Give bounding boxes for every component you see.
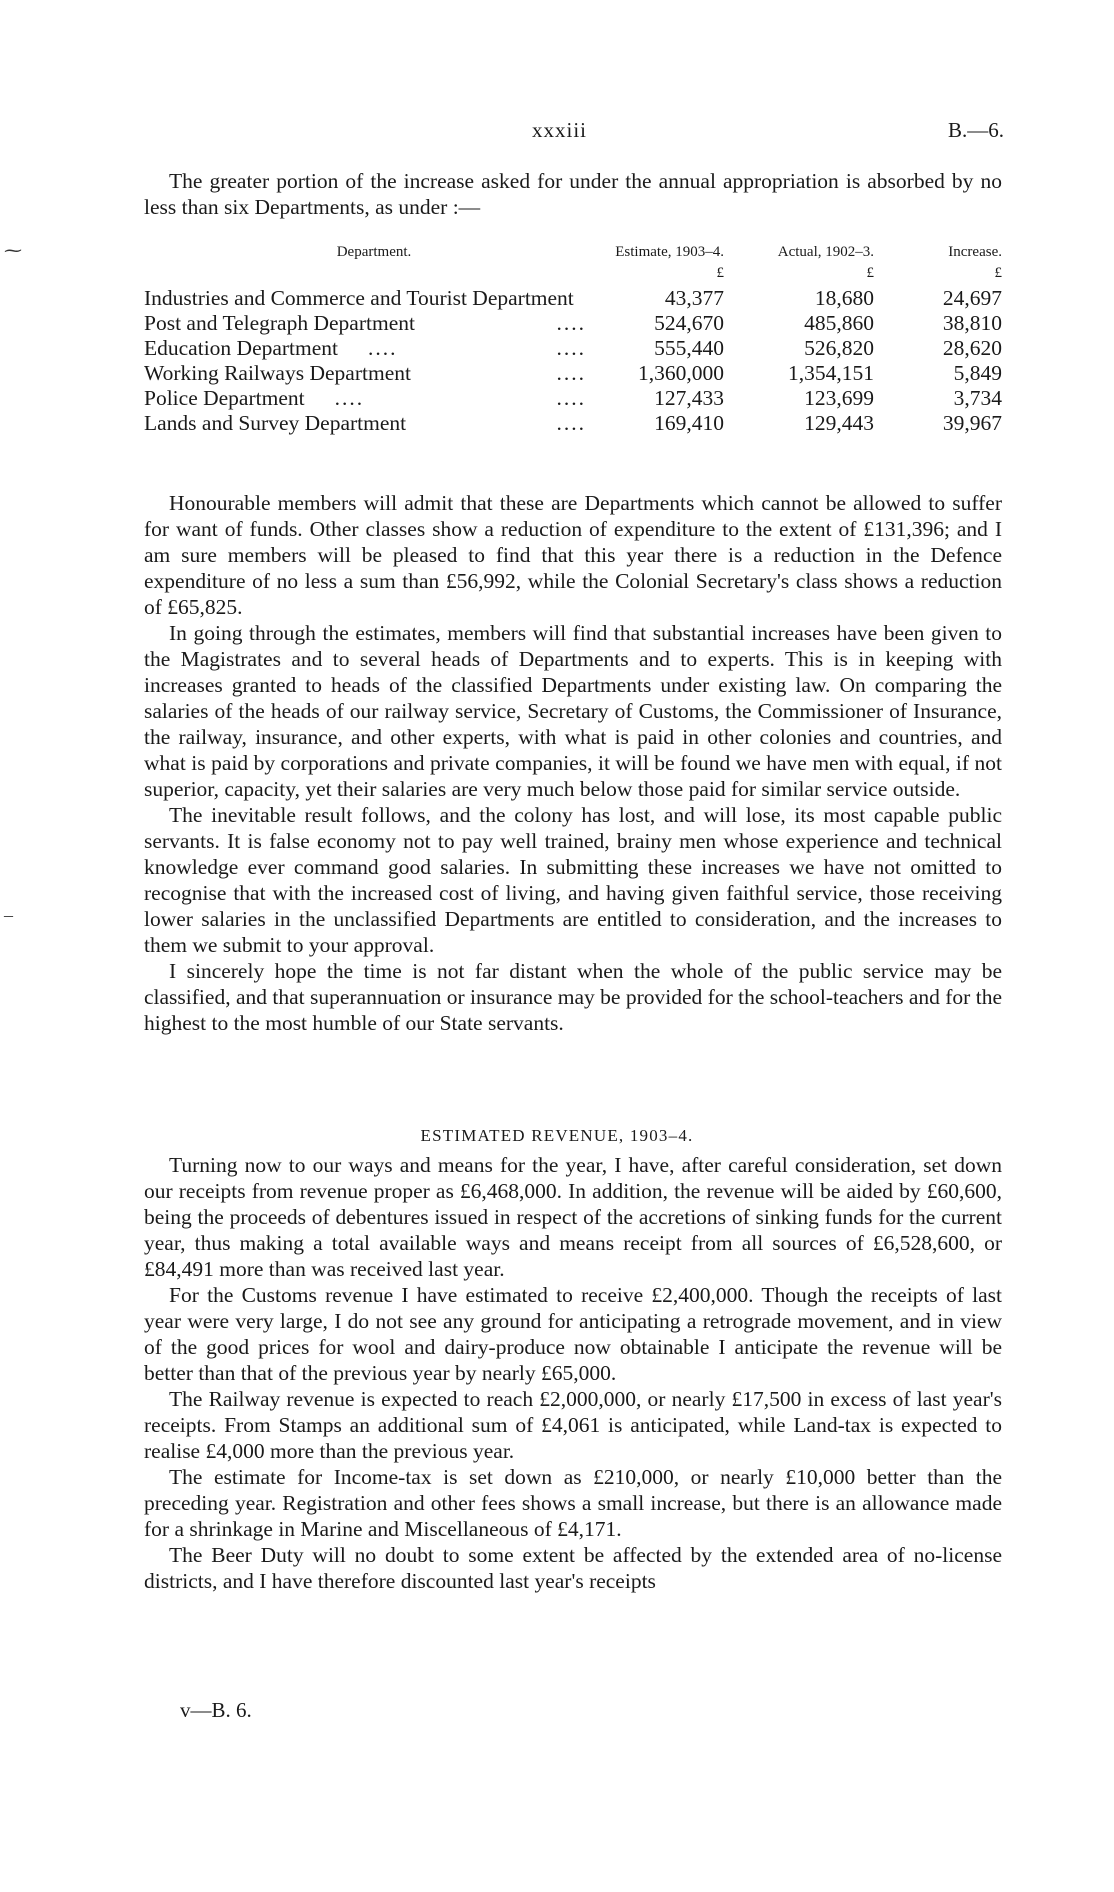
currency-label: £ (866, 265, 874, 281)
table-row (144, 336, 1002, 361)
paragraph: The inevitable result follows, and the colony has lost, and will lose, its most capable public servants. It is false economy not to pay well trained, brainy men whose experience and technical knowledge ever command good salaries. In submitting these increases we have not omitted to recognise that with the increased cost of living, and having given faithful service, those receiving lower salaries in the unclassified Departments are entitled to consideration, and the increases to them we submit to your approval. (144, 803, 1002, 957)
department-name: Working Railways Department (144, 361, 411, 385)
paragraph: In going through the estimates, members will find that substantial increases have been given to the Magistrates and to several heads of Departments and to experts. This is in keeping with increases granted to heads of the classified Departments under existing law. On comparing the salaries of the heads of our railway service, Secretary of Customs, the Commissioner of Insurance, the railway, insurance, and other experts, with what is paid in other colonies and countries, and what is paid by corporations and private companies, it will be found we have men with equal, if not superior, capacity, yet their salaries are very much below those paid for similar service outside. (144, 621, 1002, 801)
leader-dots: .... (556, 311, 586, 335)
actual-cell: 129,443 (804, 411, 874, 435)
actual-cell: 526,820 (804, 336, 874, 360)
currency-label: £ (994, 265, 1002, 281)
leader-dots: .... (556, 386, 586, 410)
margin-mark: ⁓ (4, 240, 22, 260)
department-name: Lands and Survey Department (144, 411, 407, 435)
column-header-department: Department. (336, 244, 412, 260)
increase-cell: 24,697 (942, 286, 1002, 310)
actual-cell: 18,680 (814, 286, 874, 310)
estimate-cell: 555,440 (654, 336, 724, 360)
table-row (144, 286, 1002, 311)
estimate-cell: 43,377 (664, 286, 724, 310)
section-heading: ESTIMATED REVENUE, 1903–4. (420, 1126, 694, 1145)
paragraph: I sincerely hope the time is not far distant when the whole of the public service may be classified, and that superannuation or insurance may be provided for the school-teachers and for the highest to the most humble of our State servants. (144, 959, 1002, 1035)
document-reference: B.—6. (947, 118, 1004, 142)
paragraph: The estimate for Income-tax is set down as £210,000, or nearly £10,000 better than the preceding year. Registration and other fees shows a small increase, but there is an allowance made for a shrinkage in Marine and Miscellaneous of £4,171. (144, 1465, 1002, 1541)
estimate-cell: 127,433 (654, 386, 724, 410)
leader-dots: .... (334, 386, 365, 410)
increase-cell: 28,620 (942, 336, 1002, 360)
department-name: Post and Telegraph Department (144, 311, 415, 335)
actual-cell: 485,860 (804, 311, 874, 335)
table-row (144, 361, 1002, 386)
paragraph: The greater portion of the increase asked for under the annual appropriation is absorbed by no less than six Departments, as under :— (144, 169, 1002, 219)
leader-dots: .... (556, 361, 586, 385)
increase-cell: 39,967 (942, 411, 1002, 435)
actual-cell: 123,699 (804, 386, 874, 410)
increase-cell: 38,810 (942, 311, 1002, 335)
leader-dots: .... (368, 336, 398, 360)
estimate-cell: 169,410 (654, 411, 724, 435)
page-header (0, 118, 1114, 148)
increase-cell: 5,849 (953, 361, 1002, 385)
margin-mark: – (4, 905, 13, 925)
page-number: xxxiii (532, 118, 588, 142)
paragraph: The Beer Duty will no doubt to some extent be affected by the extended area of no-license districts, and I have therefore discounted last year's receipts (144, 1543, 1002, 1593)
table-row (144, 386, 1002, 411)
table-row (144, 411, 1002, 436)
department-name: Police Department (144, 386, 305, 410)
table-row (144, 311, 1002, 336)
paragraph: The Railway revenue is expected to reach £2,000,000, or nearly £17,500 in excess of last year's receipts. From Stamps an additional sum of £4,061 is anticipated, while Land-tax is expected to realise £4,000 more than the previous year. (144, 1387, 1002, 1463)
leader-dots: .... (556, 411, 586, 435)
paragraph: For the Customs revenue I have estimated to receive £2,400,000. Though the receipts of last year were very large, I do not see any ground for anticipating a retrograde movement, and in view of the good prices for wool and dairy-produce now obtainable I anticipate the revenue will be better than that of the previous year by nearly £65,000. (144, 1283, 1002, 1385)
column-header-actual: Actual, 1902–3. (777, 244, 874, 260)
column-header-estimate: Estimate, 1903–4. (615, 244, 724, 260)
intro-paragraph (144, 168, 1002, 220)
actual-cell: 1,354,151 (788, 361, 874, 385)
body-section-a (144, 490, 1002, 1036)
department-name: Industries and Commerce and Tourist Department (144, 286, 574, 310)
department-table (144, 244, 1002, 436)
body-section-b (144, 1152, 1002, 1594)
page-footer: v—B. 6. (180, 1698, 252, 1722)
paragraph: Honourable members will admit that these are Departments which cannot be allowed to suffer for want of funds. Other classes show a reduction of expenditure to the extent of £131,396; and I am sure members will be pleased to find that this year there is a reduction in the Defence expenditure of no less a sum than £56,992, while the Colonial Secretary's class shows a reduction of £65,825. (144, 491, 1002, 619)
estimate-cell: 524,670 (654, 311, 724, 335)
leader-dots: .... (556, 336, 586, 360)
currency-label: £ (716, 265, 724, 281)
increase-cell: 3,734 (953, 386, 1002, 410)
column-header-increase: Increase. (948, 244, 1002, 260)
department-name: Education Department (144, 336, 339, 360)
paragraph: Turning now to our ways and means for the year, I have, after careful consideration, set down our receipts from revenue proper as £6,468,000. In addition, the revenue will be aided by £60,600, being the proceeds of debentures issued in respect of the accretions of sinking funds for the current year, thus making a total available ways and means receipt from all sources of £6,528,600, or £84,491 more than was received last year. (144, 1153, 1002, 1281)
estimate-cell: 1,360,000 (638, 361, 724, 385)
